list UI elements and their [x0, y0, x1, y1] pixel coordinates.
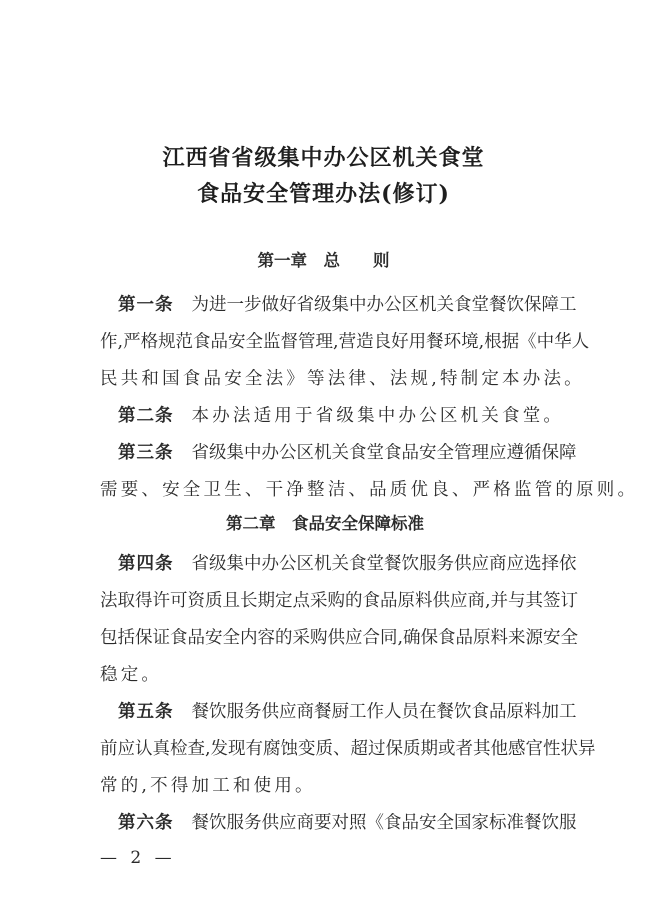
- article-text: 省级集中办公区机关食堂餐饮服务供应商应选择依: [191, 554, 577, 574]
- article-2: [100, 398, 565, 435]
- article-text: 常的,不得加工和使用。: [100, 776, 316, 796]
- article-label: 第二条: [118, 406, 174, 426]
- article-text: 为进一步做好省级集中办公区机关食堂餐饮保障工: [191, 295, 577, 315]
- chapter-1-heading: 第一章 总 则: [257, 251, 390, 270]
- article-label: 第三条: [118, 443, 174, 463]
- article-text: 前应认真检查,发现有腐蚀变质、超过保质期或者其他感官性状异: [100, 739, 596, 759]
- article-6: [100, 805, 577, 842]
- article-label: 第六条: [118, 813, 174, 833]
- article-text: 民共和国食品安全法》等法律、法规,特制定本办法。: [100, 369, 585, 389]
- article-4: [100, 546, 579, 694]
- document-title-line-2: 食品安全管理办法(修订): [197, 181, 450, 207]
- article-text: 餐饮服务供应商餐厨工作人员在餐饮食品原料加工: [191, 702, 577, 722]
- document-body: [100, 287, 639, 842]
- article-text: 法取得许可资质且长期定点采购的食品原料供应商,并与其签订: [100, 591, 579, 611]
- article-text: 稳定。: [100, 665, 163, 685]
- article-text: 作,严格规范食品安全监督管理,营造良好用餐环境,根据《中华人: [100, 332, 590, 352]
- article-1: [100, 287, 590, 398]
- article-3: [100, 435, 639, 509]
- article-label: 第四条: [118, 554, 174, 574]
- article-text: 需要、安全卫生、干净整洁、品质优良、严格监管的原则。: [100, 480, 639, 500]
- chapter-2-heading: 第二章 食品安全保障标准: [226, 514, 424, 533]
- article-text: 餐饮服务供应商要对照《食品安全国家标准餐饮服: [191, 813, 577, 833]
- page-number: — 2 —: [100, 848, 176, 868]
- document-title-line-1: 江西省省级集中办公区机关食堂: [162, 145, 485, 171]
- article-label: 第五条: [118, 702, 174, 722]
- article-label: 第一条: [118, 295, 174, 315]
- article-text: 省级集中办公区机关食堂食品安全管理应遵循保障: [191, 443, 577, 463]
- article-text: 本办法适用于省级集中办公区机关食堂。: [191, 406, 565, 426]
- article-text: 包括保证食品安全内容的采购供应合同,确保食品原料来源安全: [100, 628, 579, 648]
- article-5: [100, 694, 596, 805]
